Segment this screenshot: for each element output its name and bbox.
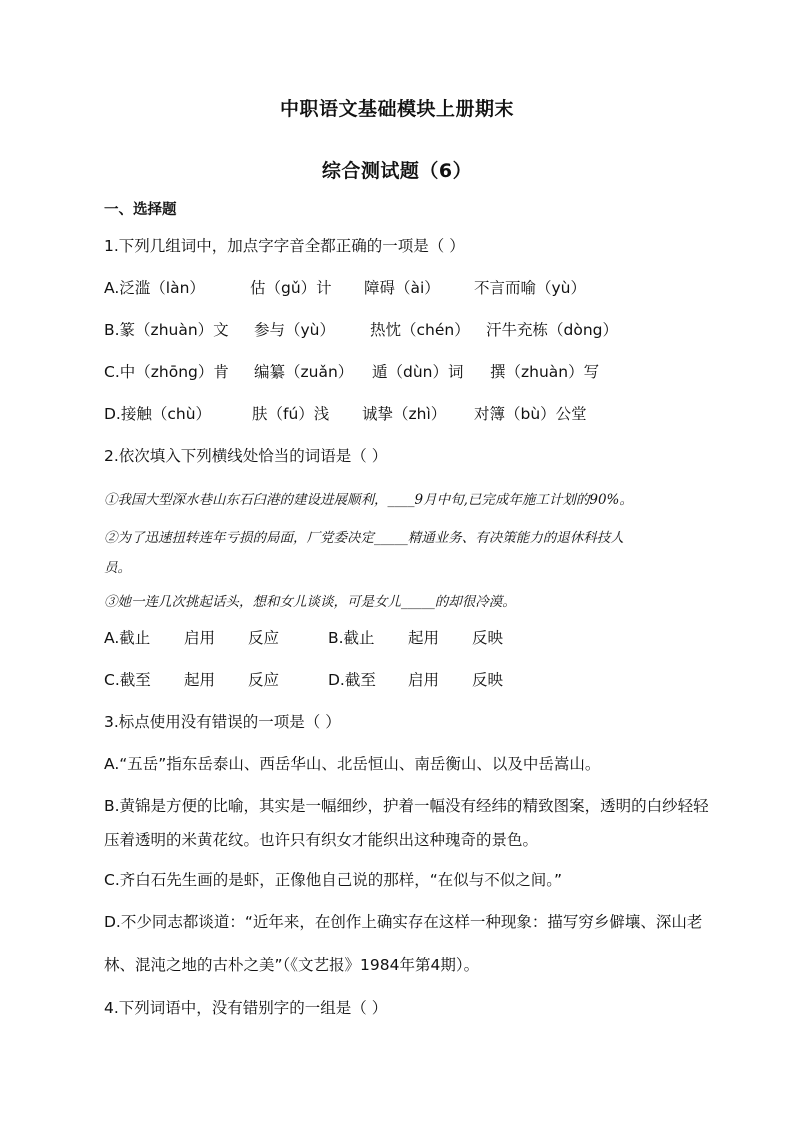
q2-option-item: A.截止 bbox=[104, 629, 151, 647]
q2-sentence-3: ③她一连几次挑起话头，想和女儿谈谈，可是女儿_____的却很冷漠。 bbox=[104, 594, 516, 610]
section-heading: 一、选择题 bbox=[104, 202, 177, 218]
q1-d-item: 肤（fú）浅 bbox=[252, 405, 330, 423]
q3-option-b-line-2: 压着透明的米黄花纹。也许只有织女才能织出这种瑰奇的景色。 bbox=[104, 831, 539, 849]
q2-option-item: 反应 bbox=[248, 671, 280, 689]
q1-d-item: D.接触（chù） bbox=[104, 405, 212, 423]
q2-sentence-2: ②为了迅速扭转连年亏损的局面，厂党委决定_____精通业务、有决策能力的退休科技人 bbox=[104, 530, 624, 546]
q1-stem: 1.下列几组词中，加点字字音全都正确的一项是（ ） bbox=[104, 237, 465, 255]
q2-option-item: B.截止 bbox=[328, 629, 375, 647]
q3-option-c: C.齐白石先生画的是虾，正像他自己说的那样，“在似与不似之间。” bbox=[104, 871, 563, 889]
q1-b-item: 汗牛充栋（dòng） bbox=[486, 321, 618, 339]
q3-option-a: A.“五岳”指东岳泰山、西岳华山、北岳恒山、南岳衡山、以及中岳嵩山。 bbox=[104, 755, 601, 773]
title-line-2: 综合测试题（6） bbox=[321, 160, 473, 182]
q2-option-item: C.截至 bbox=[104, 671, 151, 689]
q1-c-item: C.中（zhōng）肯 bbox=[104, 363, 229, 381]
q1-a-item: 障碍（ài） bbox=[364, 279, 440, 297]
q1-a-item: A.泛滥（làn） bbox=[104, 279, 205, 297]
q3-option-b-line-1: B.黄锦是方便的比喻，其实是一幅细纱，护着一幅没有经纬的精致图案，透明的白纱轻轻 bbox=[104, 797, 709, 815]
q2-option-item: 启用 bbox=[408, 671, 440, 689]
q3-stem: 3.标点使用没有错误的一项是（ ） bbox=[104, 713, 341, 731]
q1-d-item: 诚挚（zhì） bbox=[362, 405, 447, 423]
q2-option-item: 反映 bbox=[472, 629, 504, 647]
q2-option-item: 反映 bbox=[472, 671, 504, 689]
q2-option-item: D.截至 bbox=[328, 671, 376, 689]
q1-c-item: 编纂（zuǎn） bbox=[254, 363, 354, 381]
q1-c-item: 遁（dùn）词 bbox=[372, 363, 464, 381]
q1-d-item: 对簿（bù）公堂 bbox=[474, 405, 587, 423]
q3-option-d-line-1: D.不少同志都谈道：“近年来，在创作上确实存在这样一种现象：描写穷乡僻壤、深山老 bbox=[104, 913, 703, 931]
q2-sentence-1: ①我国大型深水巷山东石臼港的建设进展顺利，____9月中旬,已完成年施工计划的90%。 bbox=[104, 492, 633, 508]
title-line-1: 中职语文基础模块上册期末 bbox=[279, 98, 514, 120]
q2-option-item: 起用 bbox=[184, 671, 216, 689]
q4-stem: 4.下列词语中，没有错别字的一组是（ ） bbox=[104, 999, 388, 1017]
q2-option-item: 起用 bbox=[408, 629, 440, 647]
q1-b-item: B.篆（zhuàn）文 bbox=[104, 321, 229, 339]
q2-stem: 2.依次填入下列横线处恰当的词语是（ ） bbox=[104, 447, 388, 465]
q1-c-item: 撰（zhuàn）写 bbox=[490, 363, 600, 381]
q1-b-item: 热忱（chén） bbox=[370, 321, 470, 339]
q3-option-d-line-2: 林、混沌之地的古朴之美”（《文艺报》1984年第4期）。 bbox=[104, 956, 480, 974]
q2-sentence-2-cont: 员。 bbox=[104, 560, 131, 576]
q1-b-item: 参与（yù） bbox=[254, 321, 335, 339]
q1-a-item: 不言而喻（yù） bbox=[474, 279, 586, 297]
q1-a-item: 估（gǔ）计 bbox=[250, 279, 332, 297]
q2-option-item: 启用 bbox=[184, 629, 216, 647]
q2-option-item: 反应 bbox=[248, 629, 280, 647]
